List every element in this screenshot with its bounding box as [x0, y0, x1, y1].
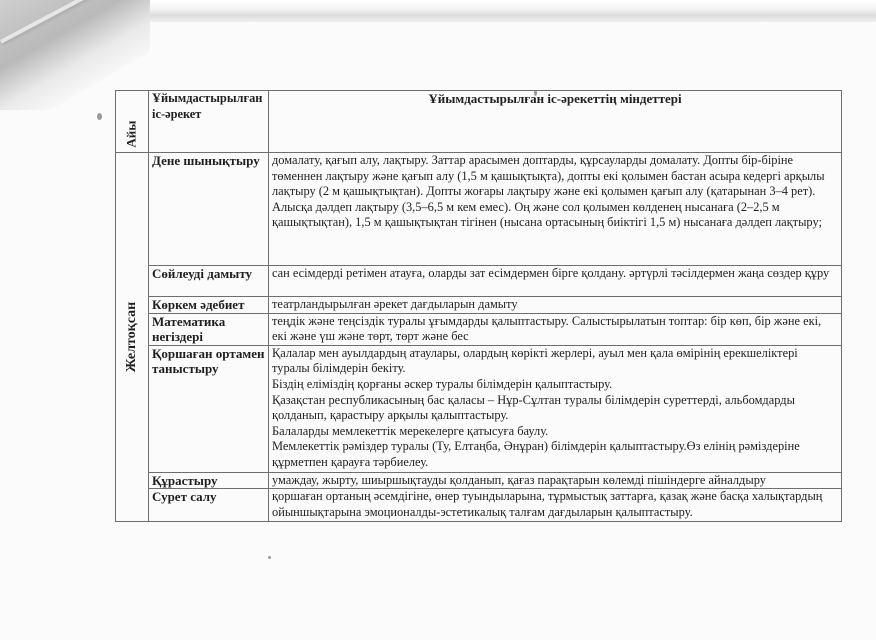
tasks-cell: [269, 345, 842, 472]
activity-cell: Математика негіздері: [149, 313, 269, 345]
scan-speck: [268, 556, 271, 559]
activity-cell: Көркем әдебиет: [149, 297, 269, 314]
scan-speck: [97, 113, 102, 120]
task-line: Балаларды мемлекеттік мерекелерге қатысуға баулу.: [272, 423, 549, 438]
curriculum-table: [115, 90, 842, 522]
month-label: Желтоқсан: [124, 301, 140, 372]
table-header-row: [116, 91, 842, 153]
tasks-cell: теңдік және теңсіздік туралы ұғымдарды қалыптастыру. Салыстырылатын топтар: бір көп, бір және екі, екі және үш және төрт, төрт және бес: [269, 313, 842, 345]
table-row: [116, 489, 842, 521]
table-row: [116, 313, 842, 345]
header-month-cell: [116, 91, 149, 153]
activity-cell: Сөйлеуді дамыту: [149, 266, 269, 297]
header-tasks: Ұйымдастырылған іс-әрекеттің міндеттері: [269, 91, 842, 153]
tasks-cell: театрландырылған әрекет дағдыларын дамыту: [269, 297, 842, 314]
tasks-cell: қоршаған ортаның әсемдігіне, өнер туындыларына, тұрмыстық заттарға, қазақ және басқа халықтардың ойыншықтарына эмоционалды-эстетикалық талғам дағдыларын қалыптастыру.: [269, 489, 842, 521]
activity-cell: Дене шынықтыру: [149, 153, 269, 266]
task-line: Қазақстан республикасының бас қаласы – Нұр-Сұлтан туралы білімдерін суреттерді, альбомдарды қолданып, қарастыру арқылы қалыптастыру.: [272, 392, 795, 423]
tasks-cell: сан есімдерді ретімен атауға, оларды зат есімдермен бірге қолдану. әртүрлі тәсілдермен жаңа сөздер құру: [269, 266, 842, 297]
table-row: [116, 266, 842, 297]
table-row: [116, 153, 842, 266]
header-month: Айы: [123, 120, 139, 148]
activity-cell: Қоршаған ортамен таныстыру: [149, 345, 269, 472]
table-row: [116, 297, 842, 314]
task-line: Қалалар мен ауылдардың атаулары, олардың көрікті жерлері, ауыл мен қала өмірінің ерекшеліктері туралы білімдерін бекіту.: [272, 345, 798, 376]
header-activity: Ұйымдастырылған іс-әрекет: [149, 91, 269, 153]
tasks-cell: домалату, қағып алу, лақтыру. Заттар арасымен доптарды, құрсауларды домалату. Допты бір-біріне төменнен лақтыру және қағып алу (1,5 м қашықтықта), допты екі қолымен бастан асыра кедергі арқылы лақтыру (2 м қашықтықтан). Допты жоғары лақтыру және екі қолымен қағып алу (қатарынан 3–4 рет). Алысқа дәлдеп лақтыру (3,5–6,5 м кем емес). Оң және сол қолымен көлденең нысанаға (2–2,5 м қашықтықтан), 1,5 м қашықтықтан тігінен (нысана ортасының биіктігі 1,5 м) нысанаға дәлдеп лақтыру;: [269, 153, 842, 266]
activity-cell: Сурет салу: [149, 489, 269, 521]
tasks-cell: умаждау, жырту, шиыршықтауды қолданып, қағаз парақтарын көлемді пішіндерге айналдыру: [269, 472, 842, 489]
table-row: [116, 472, 842, 489]
task-line: Біздің еліміздің қорғаны әскер туралы білімдерін қалыптастыру.: [272, 376, 613, 391]
activity-cell: Құрастыру: [149, 472, 269, 489]
task-line: Мемлекеттік рәміздер туралы (Ту, Елтаңба, Әнұран) білімдерін қалыптастыру.Өз елінің рәміздеріне құрметпен қарауға тәрбиелеу.: [272, 439, 800, 469]
month-cell: [116, 153, 149, 522]
table-row: [116, 345, 842, 472]
